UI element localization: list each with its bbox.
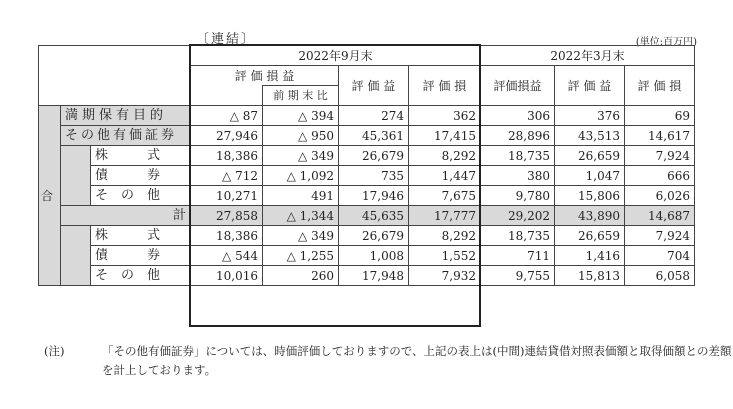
cell: 260 bbox=[263, 266, 339, 286]
cell: 18,735 bbox=[481, 226, 555, 246]
cell: △ 1,255 bbox=[263, 246, 339, 266]
header-eval-gain-loss-mar: 評価損益 bbox=[481, 66, 555, 106]
cell: 711 bbox=[481, 246, 555, 266]
row-label: 株 式 bbox=[91, 146, 191, 166]
table-row bbox=[39, 126, 695, 146]
cell: 10,271 bbox=[191, 186, 263, 206]
cell: △ 1,092 bbox=[263, 166, 339, 186]
cell: 15,806 bbox=[555, 186, 625, 206]
cell: 6,026 bbox=[625, 186, 695, 206]
cell: 1,416 bbox=[555, 246, 625, 266]
cell: 1,447 bbox=[409, 166, 481, 186]
header-eval-loss-mar: 評 価 損 bbox=[625, 66, 695, 106]
cell: 8,292 bbox=[409, 146, 481, 166]
row-label: 株 式 bbox=[91, 226, 191, 246]
cell: 7,924 bbox=[625, 226, 695, 246]
footnote-label: (注) bbox=[44, 344, 65, 358]
header-eval-gain: 評 価 益 bbox=[339, 66, 409, 106]
header-eval-gain-loss: 評 価 損 益 bbox=[191, 66, 339, 86]
cell: 7,924 bbox=[625, 146, 695, 166]
header-vs-prev-end: 前 期 末 比 bbox=[263, 86, 339, 106]
row-label: 債 券 bbox=[91, 246, 191, 266]
cell: 17,948 bbox=[339, 266, 409, 286]
securities-table bbox=[38, 45, 695, 286]
cell: 28,896 bbox=[481, 126, 555, 146]
row-label: その他有価証券 bbox=[61, 126, 191, 146]
cell: △ 349 bbox=[263, 226, 339, 246]
indent-spacer bbox=[61, 146, 91, 206]
cell: △ 87 bbox=[191, 106, 263, 126]
cell: 7,932 bbox=[409, 266, 481, 286]
cell: 43,890 bbox=[555, 206, 625, 226]
cell: 45,635 bbox=[339, 206, 409, 226]
header-sep2022: 2022年9月末 bbox=[191, 46, 481, 66]
cell: 26,659 bbox=[555, 226, 625, 246]
row-label: 満期保有目的 bbox=[61, 106, 191, 126]
cell: 306 bbox=[481, 106, 555, 126]
table-row bbox=[39, 166, 695, 186]
row-label: そ の 他 bbox=[91, 186, 191, 206]
header-eval-loss: 評 価 損 bbox=[409, 66, 481, 106]
cell: 10,016 bbox=[191, 266, 263, 286]
cell: 26,679 bbox=[339, 146, 409, 166]
cell: 704 bbox=[625, 246, 695, 266]
footnote-text: 「その他有価証券」については、時価評価しておりますので、上記の表上は(中間)連結貸借対照表価額と取得価額との差額を計上しております。 bbox=[102, 344, 732, 377]
table-row bbox=[39, 106, 695, 126]
cell: 43,513 bbox=[555, 126, 625, 146]
table-row bbox=[39, 226, 695, 246]
cell: 18,735 bbox=[481, 146, 555, 166]
cell: 27,858 bbox=[191, 206, 263, 226]
header-eval-gain-mar: 評 価 益 bbox=[555, 66, 625, 106]
header-corner bbox=[39, 46, 191, 106]
cell: 14,617 bbox=[625, 126, 695, 146]
table-row bbox=[39, 146, 695, 166]
cell: △ 349 bbox=[263, 146, 339, 166]
cell: 17,946 bbox=[339, 186, 409, 206]
cell: 274 bbox=[339, 106, 409, 126]
cell: 491 bbox=[263, 186, 339, 206]
total-row bbox=[39, 206, 695, 226]
cell: 666 bbox=[625, 166, 695, 186]
section-heading: 〔連結〕 bbox=[196, 32, 257, 47]
cell: △ 544 bbox=[191, 246, 263, 266]
cell: 45,361 bbox=[339, 126, 409, 146]
cell: △ 950 bbox=[263, 126, 339, 146]
cell: 1,047 bbox=[555, 166, 625, 186]
table-row bbox=[39, 186, 695, 206]
indent-spacer bbox=[61, 226, 91, 286]
cell: 17,777 bbox=[409, 206, 481, 226]
cell: 8,292 bbox=[409, 226, 481, 246]
cell: 15,813 bbox=[555, 266, 625, 286]
cell: 9,755 bbox=[481, 266, 555, 286]
cell: 26,659 bbox=[555, 146, 625, 166]
row-label: 計 bbox=[61, 206, 191, 226]
cell: △ 1,344 bbox=[263, 206, 339, 226]
cell: 69 bbox=[625, 106, 695, 126]
row-label: そ の 他 bbox=[91, 266, 191, 286]
unit-label: (単位:百万円) bbox=[635, 37, 697, 48]
cell: 18,386 bbox=[191, 146, 263, 166]
header-mar2022: 2022年3月末 bbox=[481, 46, 695, 66]
cell: 735 bbox=[339, 166, 409, 186]
cell: 1,008 bbox=[339, 246, 409, 266]
table-row bbox=[39, 266, 695, 286]
cell: 29,202 bbox=[481, 206, 555, 226]
cell: △ 712 bbox=[191, 166, 263, 186]
cell: 362 bbox=[409, 106, 481, 126]
cell: 14,687 bbox=[625, 206, 695, 226]
cell: 7,675 bbox=[409, 186, 481, 206]
header-eval-blank bbox=[191, 86, 263, 106]
table-row bbox=[39, 246, 695, 266]
cell: 9,780 bbox=[481, 186, 555, 206]
cell: △ 394 bbox=[263, 106, 339, 126]
cell: 380 bbox=[481, 166, 555, 186]
cell: 1,552 bbox=[409, 246, 481, 266]
cell: 376 bbox=[555, 106, 625, 126]
cell: 6,058 bbox=[625, 266, 695, 286]
cell: 27,946 bbox=[191, 126, 263, 146]
row-label: 債 券 bbox=[91, 166, 191, 186]
cell: 26,679 bbox=[339, 226, 409, 246]
cell: 18,386 bbox=[191, 226, 263, 246]
total-group-label: 合 bbox=[39, 106, 61, 286]
cell: 17,415 bbox=[409, 126, 481, 146]
